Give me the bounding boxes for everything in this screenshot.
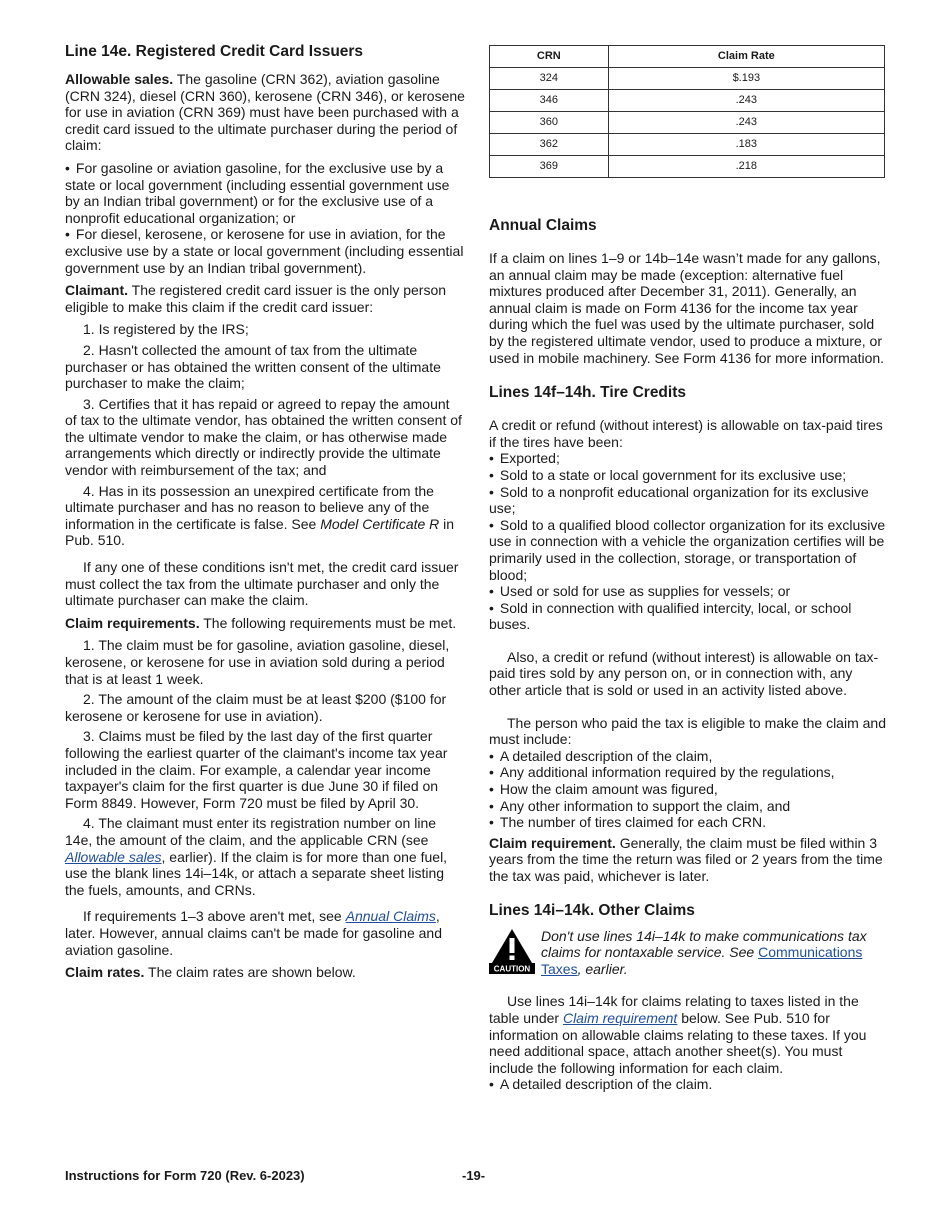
table-row — [490, 134, 885, 156]
claimant-label: Claimant. — [65, 282, 129, 299]
also-credit-paragraph: Also, a credit or refund (without interest) is allowable on tax-paid tires sold by any person on, or in connection with, any other article that is sold or used in an activity listed above. — [489, 648, 879, 699]
claim-requirement-label: Claim requirement. — [489, 834, 616, 851]
requirement-item-3: 3. Claims must be filed by the last day of the first quarter following the earliest quarter of the claimant's income tax year included in the claim. For example, a calendar year income taxpayer's claim for the first quarter is due June 30 if filed on Form 8849. However, Form 720 must be filed by April 30. — [65, 728, 448, 811]
table-header-crn: CRN — [490, 46, 609, 68]
claim-requirements-paragraph — [65, 615, 465, 632]
table-header-claim-rate: Claim Rate — [608, 46, 884, 68]
person-bullet: • How the claim amount was figured, — [489, 781, 887, 798]
requirement-item-1: 1. The claim must be for gasoline, aviation gasoline, diesel, kerosene, or kerosene for use in aviation sold during a period that is at least 1 week. — [65, 637, 450, 687]
person-bullet: • Any other information to support the claim, and — [489, 798, 887, 815]
claim-rate-table — [489, 45, 885, 178]
annual-claims-link[interactable]: Annual Claims — [345, 908, 436, 925]
heading-tire-credits: Lines 14f–14h. Tire Credits — [489, 384, 686, 402]
person-bullet: • The number of tires claimed for each CRN. — [489, 814, 887, 831]
allowable-sales-label: Allowable sales. — [65, 71, 174, 87]
person-bullet: • Any additional information required by the regulations, — [489, 764, 887, 781]
person-paid-paragraph: The person who paid the tax is eligible to make the claim and must include: — [489, 714, 886, 748]
allowable-bullet-2: • For diesel, kerosene, or kerosene for use in aviation, for the exclusive use by a state or local government (including essential government use by an Indian tribal government). — [65, 226, 465, 276]
claimant-item-4-end: in Pub. 510. — [65, 515, 455, 549]
table-header-row — [490, 46, 885, 68]
communications-taxes-link[interactable]: Communications Taxes — [541, 944, 863, 977]
claim-requirements-label: Claim requirements. — [65, 614, 200, 631]
table-cell-crn: 360 — [490, 112, 609, 134]
caution-text-start: Don't use lines 14i–14k to make communications tax claims for nontaxable service. See — [541, 927, 867, 961]
table-row — [490, 90, 885, 112]
caution-icon — [489, 928, 535, 978]
table-cell-rate: .218 — [608, 156, 884, 178]
caution-text — [541, 928, 887, 978]
page-number: -19- — [462, 1168, 486, 1183]
requirement-item-4 — [65, 815, 465, 898]
claimant-item-1: 1. Is registered by the IRS; — [83, 321, 249, 338]
claim-rates-label: Claim rates. — [65, 964, 145, 981]
claimant-item-2: 2. Hasn't collected the amount of tax from the ultimate purchaser or has obtained the written consent of the ultimate purchaser to make the claim; — [65, 341, 441, 392]
person-bullet: • A detailed description of the claim, — [489, 748, 887, 765]
claim-requirement-text: Generally, the claim must be filed within 3 years from the time the return was filed or 2 years from the time the tax was paid, whichever is later. — [489, 834, 883, 884]
allowable-sales-paragraph — [65, 71, 465, 154]
heading-annual-claims: Annual Claims — [489, 217, 597, 234]
tire-bullet: • Sold to a qualified blood collector organization for its exclusive use in connection with a vehicle the organization certifies will be primarily used in the collection, storage, or transportation of blood; — [489, 517, 887, 583]
allowable-sales-link[interactable]: Allowable sales — [65, 848, 162, 865]
claimant-item-4 — [65, 483, 465, 549]
model-certificate-r: Model Certificate R — [320, 515, 440, 532]
claim-requirement-link[interactable]: Claim requirement — [562, 1009, 678, 1026]
table-cell-crn: 362 — [490, 134, 609, 156]
final-bullet: • A detailed description of the claim. — [489, 1076, 887, 1093]
table-cell-rate: .183 — [608, 134, 884, 156]
allowable-sales-text: The gasoline (CRN 362), aviation gasoline (CRN 324), diesel (CRN 360), kerosene (CRN 346), or kerosene for use in aviation (CRN 369) must have been purchased with a credit card issued to the ultimate purchaser during the period of claim: — [65, 71, 465, 154]
table-cell-crn: 346 — [490, 90, 609, 112]
footer-title: Instructions for Form 720 (Rev. 6-2023) — [65, 1168, 305, 1183]
annual-claims-reference-end: , later. However, annual claims can't be made for gasoline and aviation gasoline. — [65, 908, 443, 958]
claim-requirement-paragraph — [489, 835, 887, 885]
allowable-bullet-1: • For gasoline or aviation gasoline, for the exclusive use by a state or local government (including essential government use by an Indian tribal government) or for the exclusive use of a nonprofit educational organization; or — [65, 160, 465, 226]
use-lines-end: below. See Pub. 510 for information on allowable claims relating to these taxes. If you need additional space, attach another sheet(s). You must include the following information for each claim. — [489, 1009, 867, 1076]
caution-note — [489, 928, 887, 978]
left-column — [65, 42, 465, 987]
use-lines-paragraph — [489, 993, 887, 1076]
page-footer — [65, 1168, 887, 1185]
table-cell-crn: 369 — [490, 156, 609, 178]
requirement-item-2: 2. The amount of the claim must be at least $200 ($100 for kerosene or kerosene for use in aviation). — [65, 691, 447, 724]
requirement-item-4-end: , earlier). If the claim is for more than one fuel, use the blank lines 14i–14k, or attach a separate sheet listing the fuels, amounts, and CRNs. — [65, 848, 448, 898]
claim-rates-paragraph — [65, 964, 465, 981]
right-column — [489, 45, 887, 1093]
requirement-item-4-text: 4. The claimant must enter its registration number on line 14e, the amount of the claim, and the applicable CRN (see — [65, 815, 437, 848]
tire-bullet: • Sold to a state or local government for its exclusive use; — [489, 467, 887, 484]
annual-claims-paragraph: If a claim on lines 1–9 or 14b–14e wasn’t made for any gallons, an annual claim may be made (exception: alternative fuel mixtures produced after December 31, 2011). Generally, an annual claim is made on Form 4136 for the income tax year during which the fuel was used by the ultimate purchaser, sold by the registered ultimate vendor, used to produce a mixture, or used in mobile machinery. See Form 4136 for more information. — [489, 250, 885, 366]
claim-requirements-text: The following requirements must be met. — [199, 614, 457, 631]
use-lines-text: Use lines 14i–14k for claims relating to taxes listed in the table under — [489, 993, 859, 1026]
caution-text-end: , earlier. — [577, 960, 628, 977]
heading-other-claims: Lines 14i–14k. Other Claims — [489, 901, 695, 919]
annual-claims-reference-text: If requirements 1–3 above aren't met, see — [83, 908, 346, 925]
caution-word: CAUTION — [493, 964, 531, 974]
claimant-text: The registered credit card issuer is the only person eligible to make this claim if the credit card issuer: — [65, 282, 447, 315]
annual-claims-reference-paragraph — [65, 908, 465, 958]
table-row — [490, 112, 885, 134]
table-row — [490, 156, 885, 178]
tire-intro: A credit or refund (without interest) is allowable on tax-paid tires if the tires have been: — [489, 417, 883, 450]
table-cell-rate: .243 — [608, 90, 884, 112]
claimant-item-3: 3. Certifies that it has repaid or agreed to repay the amount of tax to the ultimate vendor, has obtained the written consent of the ultimate vendor to make the claim, or has otherwise made arrangements which directly or indirectly provide the ultimate vendor with reimbursement of the tax; and — [65, 395, 462, 479]
conditions-not-met-paragraph: If any one of these conditions isn't met, the credit card issuer must collect the tax from the ultimate purchaser and only the ultimate purchaser can make the claim. — [65, 559, 459, 609]
table-cell-rate: $.193 — [608, 68, 884, 90]
heading-line-14e: Line 14e. Registered Credit Card Issuers — [65, 43, 364, 60]
tire-bullet: • Sold in connection with qualified intercity, local, or school buses. — [489, 600, 887, 633]
claimant-item-4-text: 4. Has in its possession an unexpired certificate from the ultimate purchaser and has no reason to believe any of the information in the certificate is false. See — [65, 482, 434, 532]
table-cell-rate: .243 — [608, 112, 884, 134]
claim-rates-text: The claim rates are shown below. — [144, 964, 356, 981]
tire-bullet: • Sold to a nonprofit educational organization for its exclusive use; — [489, 484, 887, 517]
table-cell-crn: 324 — [490, 68, 609, 90]
claimant-paragraph — [65, 282, 465, 315]
tire-bullet: • Exported; — [489, 450, 887, 467]
table-row — [490, 68, 885, 90]
tire-bullet: • Used or sold for use as supplies for vessels; or — [489, 583, 887, 600]
